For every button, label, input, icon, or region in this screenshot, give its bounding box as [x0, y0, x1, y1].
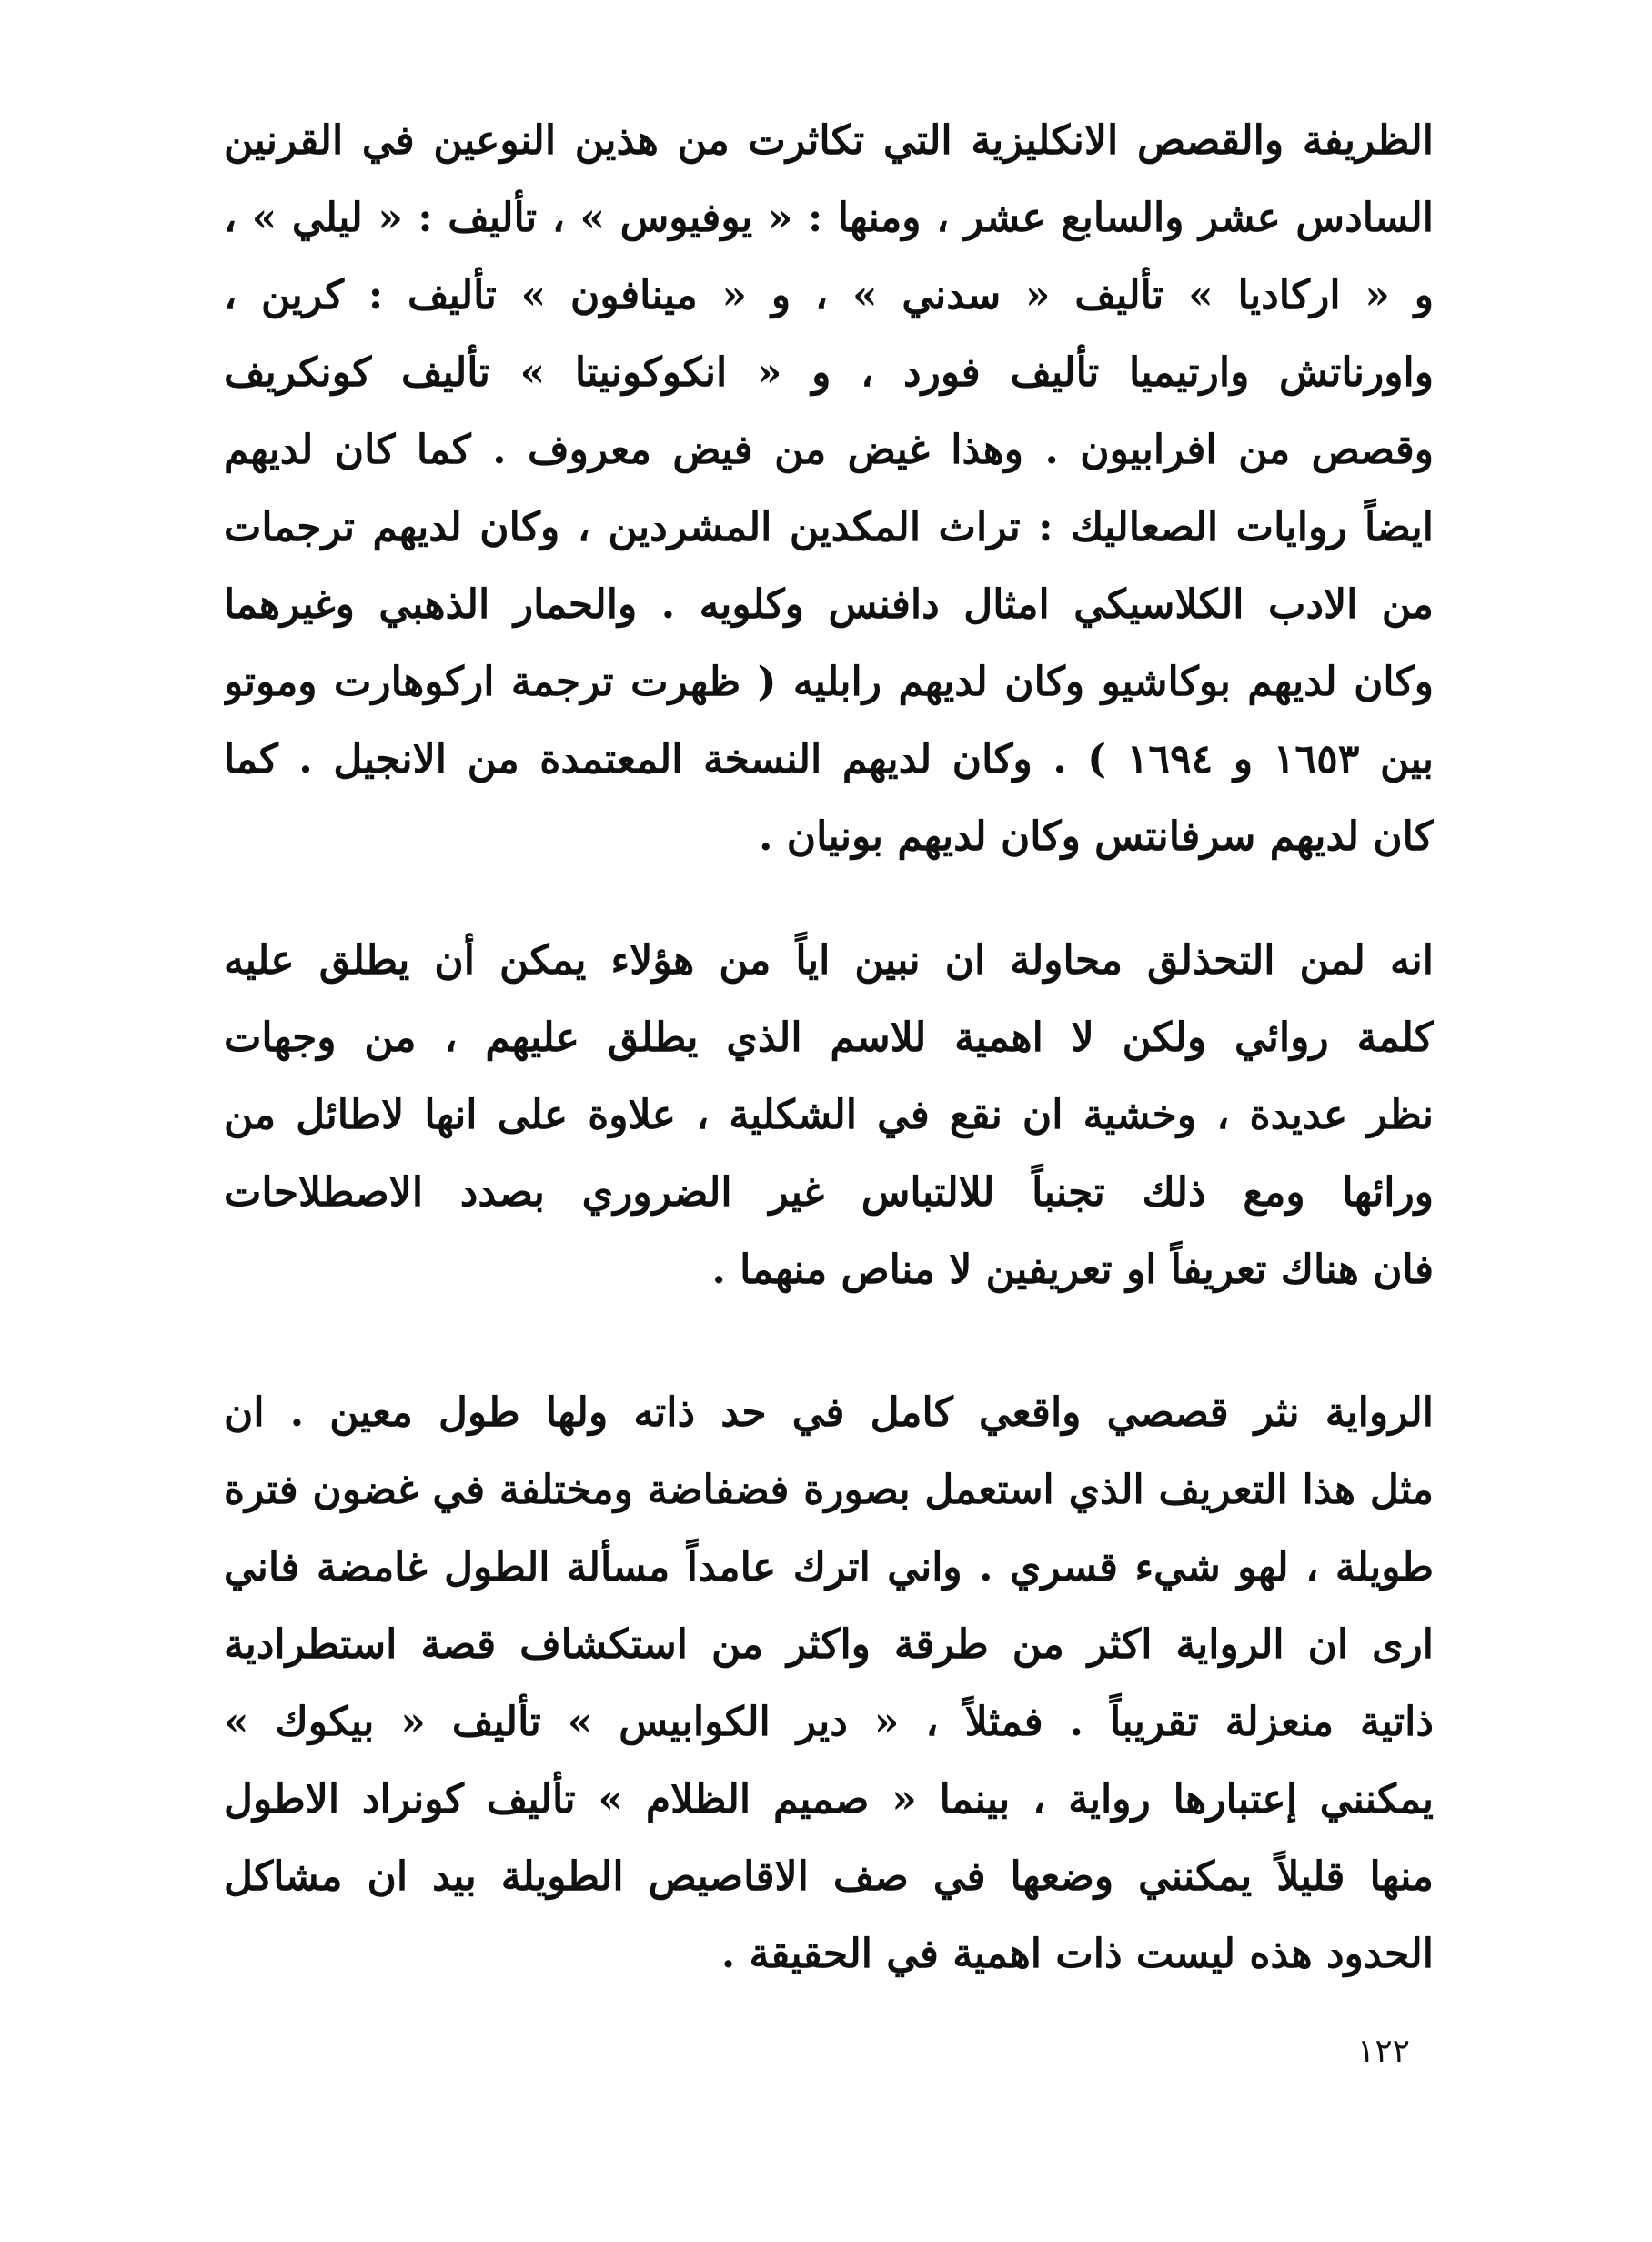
paragraph-1	[224, 102, 1434, 875]
text-line: ورائها ومع ذلك تجنباً للالتباس غير الضروري بصدد الاصطلاحات	[224, 1169, 1434, 1216]
text-line: فان هناك تعريفاً او تعريفين لا مناص منهما .	[711, 1247, 1434, 1293]
paragraph-3	[224, 1374, 1434, 1993]
text-line: السادس عشر والسابع عشر ، ومنها : « يوفيوس » ، تأليف : « ليلي » ،	[224, 195, 1434, 241]
text-line: كان لديهم سرفانتس وكان لديهم بونيان .	[759, 813, 1434, 860]
text-line: بين ١٦٥٣ و ١٦٩٤ ) . وكان لديهم النسخة المعتمدة من الانجيل . كما	[224, 736, 1434, 783]
text-line: نظر عديدة ، وخشية ان نقع في الشكلية ، علاوة على انها لاطائل من	[224, 1092, 1434, 1138]
text-line: وقصص من افرابيون . وهذا غيض من فيض معروف . كما كان لديهم	[224, 427, 1434, 473]
text-line: الظريفة والقصص الانكليزية التي تكاثرت من هذين النوعين في القرنين	[224, 117, 1434, 164]
text-line: وكان لديهم بوكاشيو وكان لديهم رابليه ( ظهرت ترجمة اركوهارت وموتو	[224, 659, 1434, 705]
page-number: ١٢٢	[1356, 2033, 1410, 2070]
text-line: و « اركاديا » تأليف « سدني » ، و « مينافون » تأليف : كرين ،	[224, 272, 1434, 318]
text-line: مثل هذا التعريف الذي استعمل بصورة فضفاضة ومختلفة في غضون فترة	[224, 1467, 1434, 1513]
text-line: ايضاً روايات الصعاليك : تراث المكدين المشردين ، وكان لديهم ترجمات	[224, 504, 1434, 550]
text-line: انه لمن التحذلق محاولة ان نبين اياً من هؤلاء يمكن أن يطلق عليه	[224, 937, 1434, 984]
text-line: منها قليلاً يمكنني وضعها في صف الاقاصيص الطويلة بيد ان مشاكل	[224, 1853, 1434, 1900]
text-line: ذاتية منعزلة تقريباً . فمثلاً ، « دير الكوابيس » تأليف « بيكوك »	[224, 1699, 1434, 1745]
text-line: كلمة روائي ولكن لا اهمية للاسم الذي يطلق عليهم ، من وجهات	[224, 1015, 1434, 1061]
text-line: واورناتش وارتيميا تأليف فورد ، و « انكوكونيتا » تأليف كونكريف	[224, 349, 1434, 396]
text-line: ارى ان الرواية اكثر من طرقة واكثر من استكشاف قصة استطرادية	[224, 1621, 1434, 1668]
text-line: من الادب الكلاسيكي امثال دافنس وكلويه . والحمار الذهبي وغيرهما	[224, 581, 1434, 628]
text-line: طويلة ، لهو شيء قسري . واني اترك عامداً مسألة الطول غامضة فاني	[224, 1544, 1434, 1591]
text-line: الرواية نثر قصصي واقعي كامل في حد ذاته ولها طول معين . ان	[224, 1389, 1434, 1436]
text-line: يمكنني إعتبارها رواية ، بينما « صميم الظلام » تأليف كونراد الاطول	[224, 1776, 1434, 1823]
paragraph-2	[224, 922, 1434, 1308]
text-line: الحدود هذه ليست ذات اهمية في الحقيقة .	[720, 1931, 1434, 1977]
